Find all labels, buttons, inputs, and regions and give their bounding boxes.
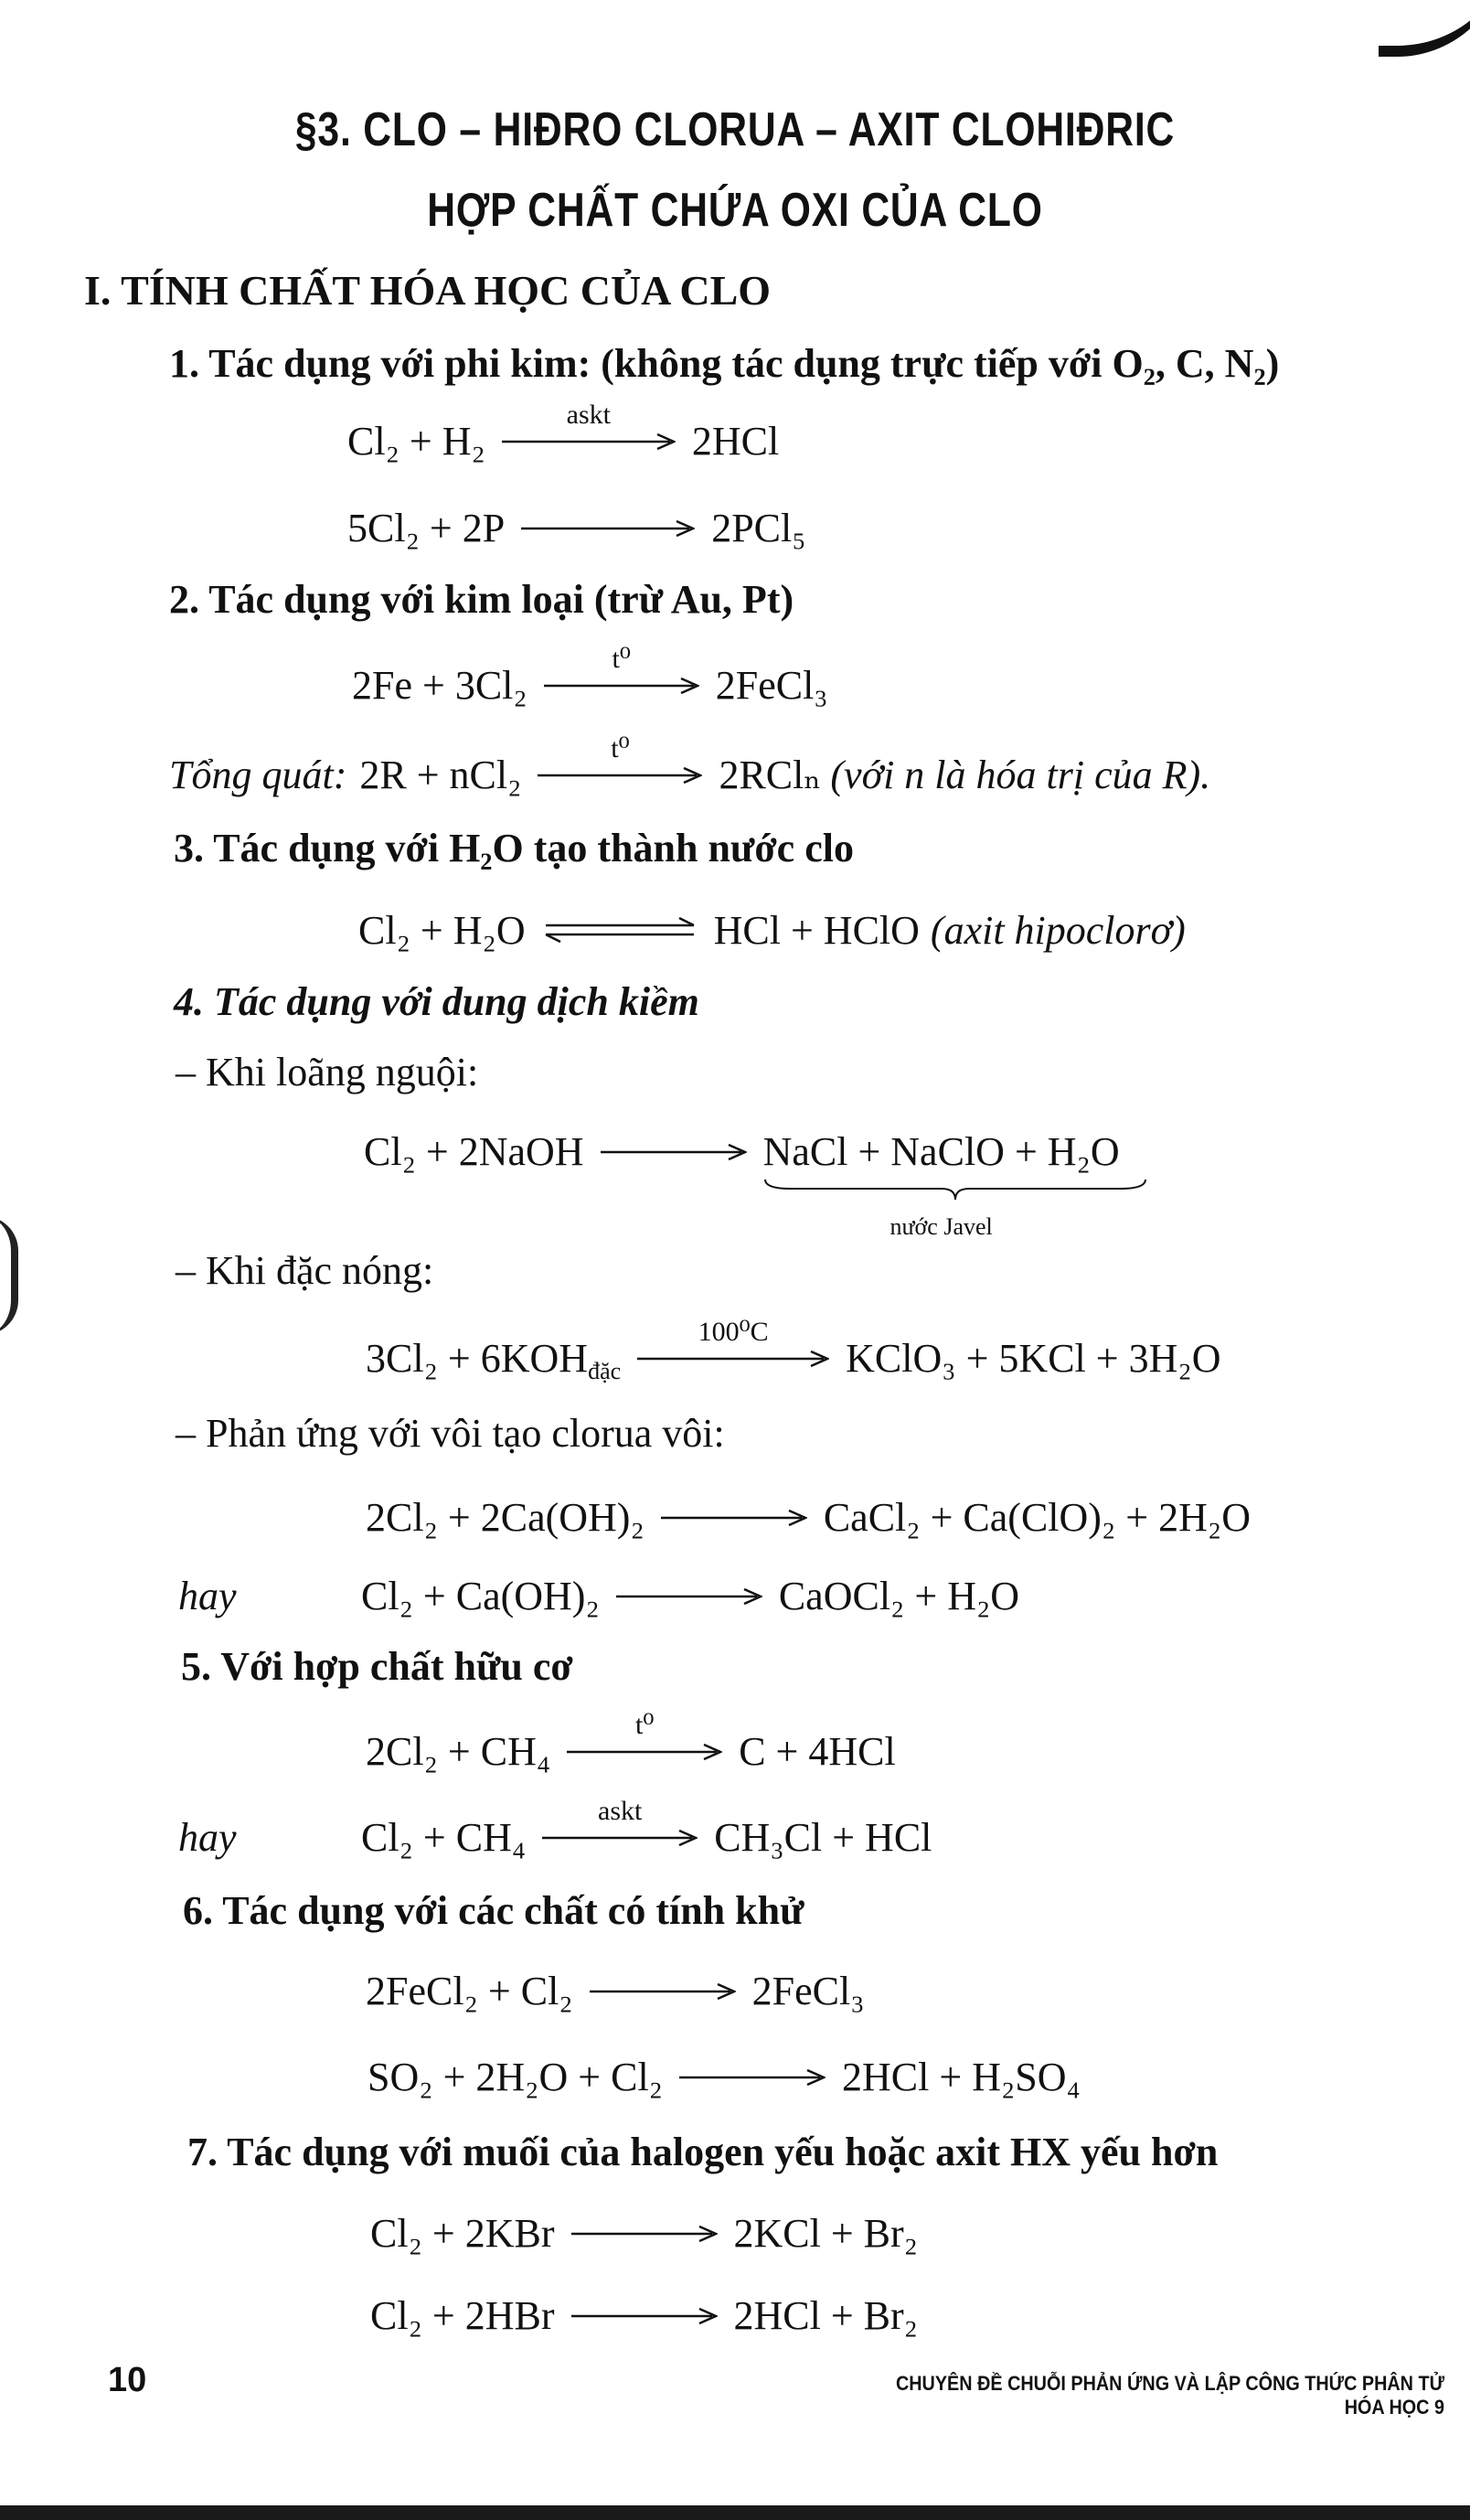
arrow-right-icon bbox=[521, 505, 695, 541]
reaction-arrow bbox=[538, 733, 702, 788]
page-corner-mark bbox=[1379, 0, 1470, 57]
equation-11-products: CH₃Cl + HCl bbox=[714, 1815, 932, 1860]
arrow-right-icon bbox=[590, 1968, 736, 2004]
chapter-title-line-1: §3. CLO – HIĐRO CLORUA – AXIT CLOHIĐRIC bbox=[294, 103, 1176, 156]
equation-12 bbox=[366, 1966, 865, 2017]
equation-8-products: CaCl₂ + Ca(ClO)₂ + 2H₂O bbox=[823, 1495, 1251, 1540]
equation-3 bbox=[352, 644, 828, 711]
reaction-condition: askt bbox=[598, 1796, 643, 1826]
note-lime: – Phản ứng với vôi tạo clorua vôi: bbox=[176, 1411, 725, 1456]
general-label: Tổng quát: bbox=[169, 753, 347, 797]
note-hot: – Khi đặc nóng: bbox=[176, 1248, 434, 1293]
equation-2-products: 2PCl₅ bbox=[711, 506, 806, 550]
equation-15-reactants: Cl₂ + 2HBr bbox=[370, 2293, 555, 2338]
reaction-arrow bbox=[679, 2054, 826, 2090]
arrow-right-icon bbox=[616, 1573, 762, 1609]
reaction-arrow bbox=[590, 1968, 736, 2004]
reaction-arrow bbox=[521, 505, 695, 541]
reaction-condition: t⁰ bbox=[612, 644, 631, 674]
equation-7 bbox=[366, 1317, 1221, 1390]
item-5-heading: 5. Với hợp chất hữu cơ bbox=[181, 1644, 573, 1689]
equation-8 bbox=[366, 1492, 1251, 1543]
equation-3-reactants: 2Fe + 3Cl₂ bbox=[352, 663, 527, 708]
binding-edge-mark bbox=[0, 1216, 18, 1335]
hypochlorous-note: (axit hipoclorơ) bbox=[930, 908, 1186, 953]
equation-1 bbox=[347, 400, 780, 467]
section-heading: I. TÍNH CHẤT HÓA HỌC CỦA CLO bbox=[84, 267, 772, 314]
note-cold: – Khi loãng nguội: bbox=[176, 1050, 479, 1094]
equation-13 bbox=[368, 2052, 1081, 2103]
equation-9-reactants: Cl₂ + Ca(OH)₂ bbox=[361, 1574, 600, 1618]
item-6-heading: 6. Tác dụng với các chất có tính khử bbox=[183, 1888, 804, 1933]
reaction-condition: t⁰ bbox=[611, 733, 630, 763]
equation-10-reactants: 2Cl₂ + CH₄ bbox=[366, 1729, 551, 1774]
arrow-right-icon bbox=[571, 2292, 718, 2329]
equation-8-reactants: 2Cl₂ + 2Ca(OH)₂ bbox=[366, 1495, 644, 1540]
equation-15-products: 2HCl + Br₂ bbox=[733, 2293, 919, 2338]
equation-14-reactants: Cl₂ + 2KBr bbox=[370, 2211, 555, 2256]
equation-7-subscript: đặc bbox=[588, 1358, 622, 1384]
reaction-arrow bbox=[571, 2210, 718, 2247]
equation-5-reactants: Cl₂ + H₂O bbox=[358, 908, 526, 953]
reaction-arrow bbox=[616, 1573, 762, 1609]
equation-12-products: 2FeCl₃ bbox=[751, 1969, 865, 2013]
general-products: 2RClₙ bbox=[719, 753, 822, 797]
equation-12-reactants: 2FeCl₂ + Cl₂ bbox=[366, 1969, 573, 2013]
equation-13-reactants: SO₂ + 2H₂O + Cl₂ bbox=[368, 2055, 664, 2099]
reaction-condition: t⁰ bbox=[635, 1710, 655, 1740]
equation-10 bbox=[366, 1710, 896, 1778]
equation-6-reactants: Cl₂ + 2NaOH bbox=[364, 1129, 584, 1174]
scan-bottom-edge bbox=[0, 2505, 1470, 2520]
equation-5 bbox=[358, 905, 1186, 956]
equation-11-reactants: Cl₂ + CH₄ bbox=[361, 1815, 527, 1860]
arrow-right-icon bbox=[601, 1128, 747, 1165]
reaction-arrow bbox=[544, 644, 699, 699]
reaction-arrow bbox=[637, 1317, 829, 1372]
arrow-right-icon bbox=[571, 2210, 718, 2247]
page-number: 10 bbox=[108, 2361, 147, 2399]
hay-label: hay bbox=[178, 1815, 237, 1860]
equation-7-products: KClO₃ + 5KCl + 3H₂O bbox=[846, 1336, 1221, 1381]
javel-group bbox=[762, 1127, 1120, 1240]
reaction-arrow bbox=[567, 1710, 722, 1765]
equilibrium-arrow bbox=[542, 907, 698, 944]
equation-6 bbox=[364, 1127, 1120, 1240]
item-2-heading: 2. Tác dụng với kim loại (trừ Au, Pt) bbox=[169, 577, 794, 622]
general-equation bbox=[169, 733, 1211, 801]
reaction-arrow bbox=[502, 400, 676, 454]
item-7-heading: 7. Tác dụng với muối của halogen yếu hoặc axit HX yếu hơn bbox=[187, 2130, 1219, 2174]
equation-3-products: 2FeCl₃ bbox=[715, 663, 828, 708]
equation-14-products: 2KCl + Br₂ bbox=[733, 2211, 919, 2256]
reaction-arrow bbox=[661, 1494, 807, 1531]
running-footer-title: CHUYÊN ĐỀ CHUỖI PHẢN ỨNG VÀ LẬP CÔNG THỨC PHÂN TỬ HÓA HỌC 9 bbox=[895, 2372, 1444, 2419]
equation-10-products: C + 4HCl bbox=[739, 1729, 896, 1774]
equation-13-products: 2HCl + H₂SO₄ bbox=[842, 2055, 1081, 2099]
item-1-heading: 1. Tác dụng với phi kim: (không tác dụng trực tiếp với O₂, C, N₂) bbox=[169, 341, 1280, 386]
equation-9-products: CaOCl₂ + H₂O bbox=[778, 1574, 1020, 1618]
underbrace-icon bbox=[763, 1178, 1147, 1201]
chapter-title-line-2: HỢP CHẤT CHỨA OXI CỦA CLO bbox=[427, 184, 1043, 237]
equation-15 bbox=[370, 2290, 918, 2342]
reaction-condition: 100⁰C bbox=[698, 1317, 769, 1347]
equation-14 bbox=[370, 2208, 918, 2259]
hay-label: hay bbox=[178, 1574, 237, 1618]
item-4-heading: 4. Tác dụng với dung dịch kiềm bbox=[174, 979, 699, 1024]
equilibrium-arrow-icon bbox=[542, 907, 698, 944]
equation-9 bbox=[178, 1571, 1019, 1622]
equation-2-reactants: 5Cl₂ + 2P bbox=[347, 506, 506, 550]
reaction-arrow bbox=[601, 1128, 747, 1165]
equation-5-products: HCl + HClO bbox=[713, 908, 920, 953]
arrow-right-icon bbox=[661, 1494, 807, 1531]
reaction-condition: askt bbox=[566, 400, 611, 430]
equation-1-reactants: Cl₂ + H₂ bbox=[347, 419, 485, 464]
reaction-arrow bbox=[571, 2292, 718, 2329]
equation-6-products: NaCl + NaClO + H₂O bbox=[762, 1129, 1120, 1174]
equation-1-products: 2HCl bbox=[691, 419, 780, 464]
general-note: (với n là hóa trị của R). bbox=[830, 753, 1211, 797]
reaction-arrow bbox=[542, 1796, 698, 1851]
general-reactants: 2R + nCl₂ bbox=[359, 753, 522, 797]
javel-note: nước Javel bbox=[889, 1213, 993, 1240]
arrow-right-icon bbox=[679, 2054, 826, 2090]
equation-7-reactants: 3Cl₂ + 6KOH bbox=[366, 1336, 589, 1381]
item-3-heading: 3. Tác dụng với H₂O tạo thành nước clo bbox=[174, 826, 854, 870]
equation-11 bbox=[178, 1796, 932, 1863]
equation-2 bbox=[347, 503, 806, 554]
